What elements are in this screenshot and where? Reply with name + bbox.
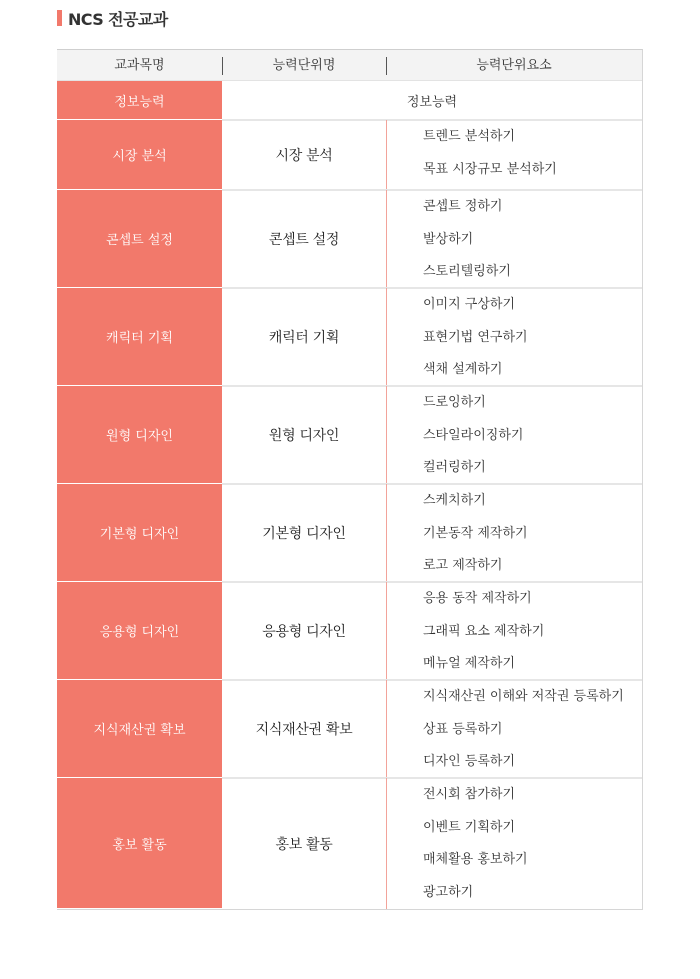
element-item: 트렌드 분석하기 [423,129,516,144]
element-item: 광고하기 [423,884,474,900]
unit-cell: 콘셉트 설정 [268,232,340,248]
unit-cell: 기본형 디자인 [262,526,346,542]
element-item: 스케치하기 [423,493,486,508]
header-unit: 능력단위명 [272,58,336,73]
column-divider [386,484,387,582]
table-row [57,680,642,778]
table-row [57,120,642,190]
table-row [57,484,642,582]
unit-cell: 홍보 활동 [275,836,333,853]
element-item: 이미지 구상하기 [423,297,516,312]
section-title [57,7,168,29]
element-item: 콘셉트 정하기 [423,199,503,214]
column-divider [386,778,387,909]
element-item: 기본동작 제작하기 [423,525,528,541]
elements-cell [423,686,624,784]
subject-cell: 콘셉트 설정 [57,190,222,288]
table-row [57,81,642,120]
element-item: 표현기법 연구하기 [423,329,528,345]
column-divider [386,190,387,288]
elements-cell [423,294,528,392]
subject-cell: 기본형 디자인 [57,484,222,582]
table-row [57,386,642,484]
subject-cell: 캐릭터 기획 [57,288,222,386]
column-divider [386,386,387,484]
subject-cell: 응용형 디자인 [57,582,222,680]
table-row [57,288,642,386]
subject-cell: 홍보 활동 [57,778,222,909]
element-item: 스토리텔링하기 [423,264,511,280]
element-item: 그래픽 요소 제작하기 [423,623,545,639]
column-divider [386,582,387,680]
element-item: 스타일라이징하기 [423,427,524,443]
element-item: 컬러링하기 [423,460,486,476]
subject-cell: 원형 디자인 [57,386,222,484]
column-divider [386,288,387,386]
subject-cell: 지식재산권 확보 [57,680,222,778]
elements-cell [423,588,544,686]
table-row [57,582,642,680]
unit-cell: 응용형 디자인 [262,624,346,640]
table-row [57,778,642,909]
elements-cell [423,196,511,294]
unit-cell: 시장 분석 [275,148,333,164]
elements-cell [423,784,528,914]
element-item: 매체활용 홍보하기 [423,852,528,868]
table-header [57,50,642,81]
subject-cell: 시장 분석 [57,120,222,190]
element-item: 상표 등록하기 [423,721,503,737]
unit-cell: 캐릭터 기획 [268,330,340,346]
elements-cell [423,490,528,588]
element-item: 이벤트 기획하기 [423,819,516,835]
element-item: 발상하기 [423,231,474,247]
element-item: 메뉴얼 제작하기 [423,656,516,672]
element-item: 로고 제작하기 [423,558,503,574]
header-elements: 능력단위요소 [476,58,552,73]
page-title: NCS 전공교과 [68,9,168,29]
unit-cell: 원형 디자인 [268,428,340,444]
merged-cell: 정보능력 [406,95,458,110]
element-item: 전시회 참가하기 [423,787,516,802]
ncs-curriculum-table [57,49,643,910]
elements-cell [423,126,557,191]
subject-cell: 정보능력 [57,81,222,120]
table-row [57,190,642,288]
element-item: 목표 시장규모 분석하기 [423,161,557,177]
header-subject: 교과목명 [114,58,165,73]
element-item: 디자인 등록하기 [423,754,516,770]
element-item: 색채 설계하기 [423,362,503,378]
title-marker [57,10,62,26]
unit-cell: 지식재산권 확보 [255,722,353,738]
elements-cell [423,392,523,490]
element-item: 응용 동작 제작하기 [423,591,532,606]
column-divider [386,680,387,778]
column-divider [386,120,387,190]
element-item: 드로잉하기 [423,395,486,410]
element-item: 지식재산권 이해와 저작권 등록하기 [423,689,624,704]
